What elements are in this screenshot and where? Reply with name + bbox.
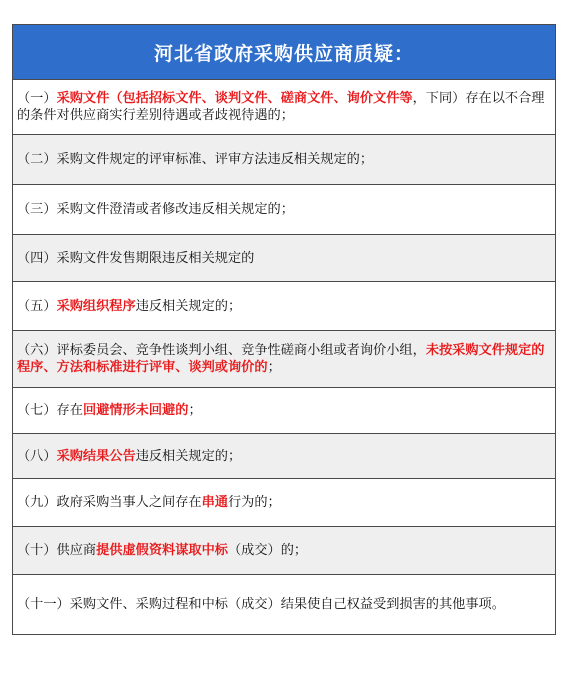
table-row-10 <box>13 527 555 575</box>
complaint-table <box>12 24 556 635</box>
table-row-9 <box>13 479 555 527</box>
table-row-6 <box>13 331 555 388</box>
table-row-3 <box>13 185 555 235</box>
row-segment: （成交）的； <box>228 543 308 558</box>
row-text <box>17 151 373 168</box>
row-segment: 违反相关规定的； <box>135 448 242 464</box>
table-title: 河北省政府采购供应商质疑： <box>153 42 414 65</box>
table-row-7 <box>13 388 555 434</box>
row-segment: ； <box>188 403 202 418</box>
table-row-5 <box>13 282 555 331</box>
row-text <box>17 494 281 511</box>
table-header <box>13 25 555 80</box>
row-segment: （十）供应商 <box>17 543 97 558</box>
table-row-4 <box>13 235 555 282</box>
row-text <box>17 298 241 315</box>
table-row-8 <box>13 434 555 479</box>
row-text <box>17 342 549 376</box>
row-segment: （二）采购文件规定的评审标准、评审方法违反相关规定的； <box>17 152 374 167</box>
row-segment: （六）评标委员会、竞争性谈判小组、竞争性磋商小组或者询价小组， <box>17 343 426 358</box>
row-segment: ； <box>267 360 281 375</box>
row-segment: （一） <box>17 91 57 106</box>
row-text <box>17 542 307 559</box>
row-text <box>17 201 294 218</box>
row-segment: （五） <box>17 298 57 314</box>
row-segment: （三）采购文件澄清或者修改违反相关规定的； <box>17 202 294 217</box>
row-segment-highlight: 回避情形未回避的 <box>82 403 189 418</box>
row-segment: ，下同）存在以不合理的条件对供应商实行差别待遇或者歧视待遇的； <box>17 91 545 123</box>
row-segment: （九）政府采购当事人之间存在 <box>17 495 202 510</box>
row-text <box>17 250 254 267</box>
table-row-11 <box>13 575 555 634</box>
table-row-2 <box>13 135 555 185</box>
row-segment: 行为的； <box>228 495 281 510</box>
row-segment: （十一）采购文件、采购过程和中标（成交）结果使自己权益受到损害的其他事项。 <box>17 597 505 612</box>
row-segment: 违反相关规定的； <box>135 298 242 314</box>
row-segment-highlight: 未按采购文件规定的程序、方法和标准进行评审、谈判或询价的 <box>17 343 545 375</box>
row-segment-highlight: 提供虚假资料谋取中标 <box>96 543 228 558</box>
row-text <box>17 402 202 419</box>
row-text <box>17 90 549 124</box>
row-text <box>17 448 241 465</box>
row-segment-highlight: 串通 <box>201 495 228 510</box>
row-segment-highlight: 采购组织程序 <box>56 298 136 314</box>
row-segment: （八） <box>17 448 57 464</box>
row-segment: （四）采购文件发售期限违反相关规定的 <box>17 250 255 266</box>
row-segment-highlight: 采购文件（包括招标文件、谈判文件、磋商文件、询价文件等 <box>56 91 413 106</box>
row-text <box>17 596 505 613</box>
row-segment: （七）存在 <box>17 403 83 418</box>
table-row-1 <box>13 80 555 135</box>
row-segment-highlight: 采购结果公告 <box>56 448 136 464</box>
